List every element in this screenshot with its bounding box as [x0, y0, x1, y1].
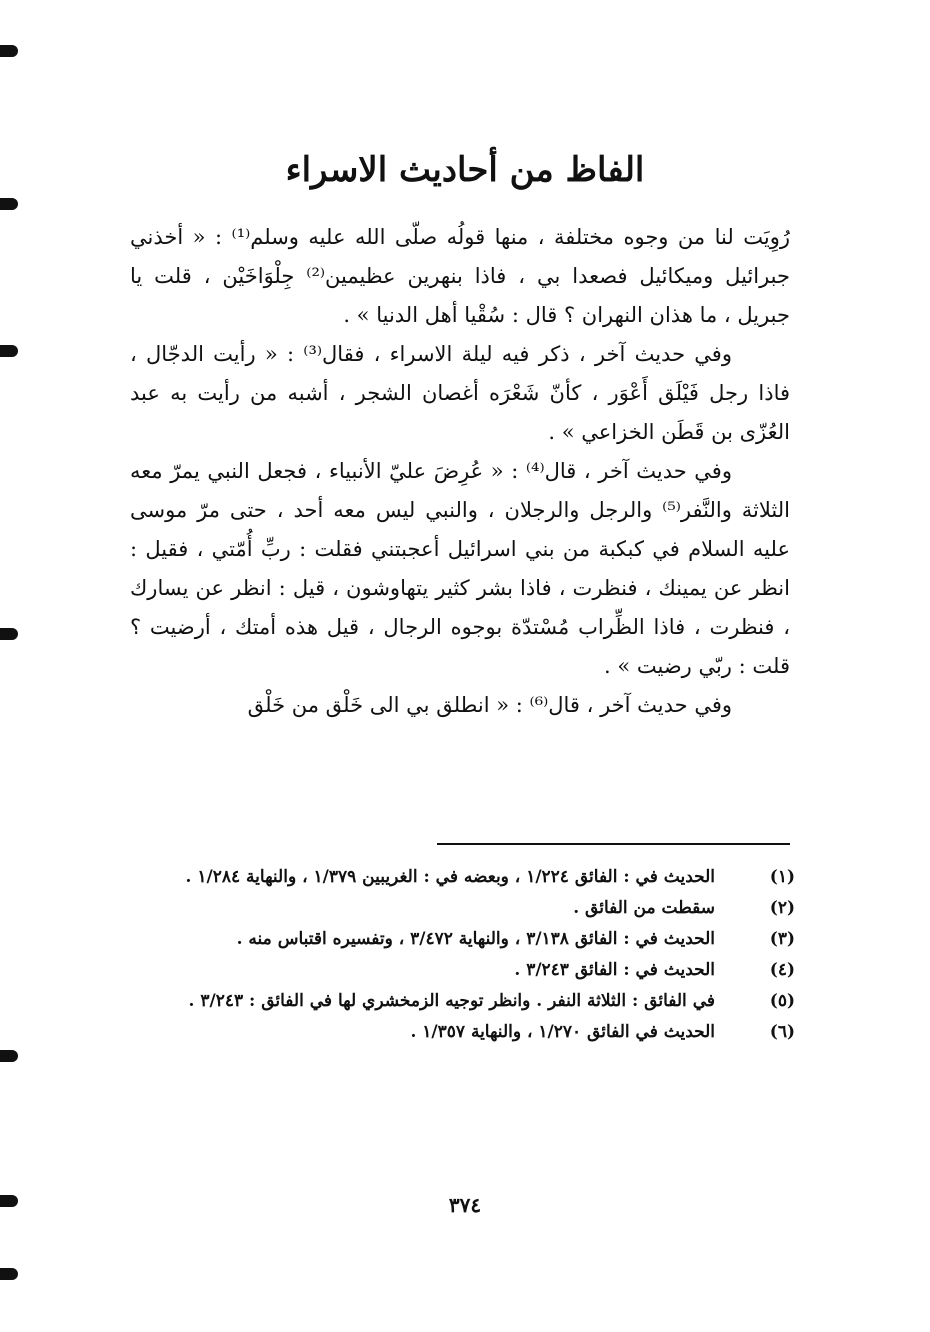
- footnote: [130, 986, 795, 1016]
- footnote-number: (٥): [769, 991, 795, 1011]
- footnote-text: الحديث في : الفائق ١/٢٢٤ ، وبعضه في : الغريبين ١/٣٧٩ ، والنهاية ١/٢٨٤ .: [185, 867, 715, 887]
- footnote-number: (٣): [769, 929, 795, 949]
- paragraph: وفي حديث آخر ، قال⁽⁶⁾ : « انطلق بي الى خَلْق من خَلْق: [247, 693, 732, 717]
- footnote-text: الحديث في : الفائق ٣/١٣٨ ، والنهاية ٣/٤٧٢ ، وتفسيره اقتباس منه .: [236, 929, 715, 949]
- footnote: [130, 1017, 795, 1047]
- paragraph: رُوِيَت لنا من وجوه مختلفة ، منها قولُه صلّى الله عليه وسلم⁽¹⁾ : « أخذني جبرائيل وميكائيل فصعدا بي ، فاذا بنهرين عظيمين⁽²⁾ جِلْوَاخَيْن ، قلت يا جبريل ، ما هذان النهران ؟ قال : سُقْيا أهل الدنيا » .: [130, 225, 790, 327]
- paragraph: وفي حديث آخر ، قال⁽⁴⁾ : « عُرِضَ عليّ الأنبياء ، فجعل النبي يمرّ معه الثلاثة والنَّفر⁽⁵⁾ والرجل والرجلان ، والنبي ليس معه أحد ، حتى مرّ موسى عليه السلام في كبكبة من بني اسرائيل أعجبتني فقلت : ربِّ أُمّتي ، فقيل : انظر عن يمينك ، فنظرت ، فاذا بشر كثير يتهاوشون ، قيل : انظر عن يسارك ، فنظرت ، فاذا الظِّراب مُسْتدّة بوجوه الرجال ، قيل هذه أمتك ، أرضيت ؟ قلت : ربّي رضيت » .: [130, 459, 790, 678]
- footnote-number: (٢): [769, 898, 795, 918]
- footnote-number: (٦): [769, 1022, 795, 1042]
- footnote-text: في الفائق : الثلاثة النفر . وانظر توجيه الزمخشري لها في الفائق : ٣/٢٤٣ .: [188, 991, 715, 1011]
- main-text: [130, 218, 790, 725]
- binding-mark: [0, 345, 18, 357]
- footnote-text: سقطت من الفائق .: [573, 898, 715, 918]
- paragraph: وفي حديث آخر ، ذكر فيه ليلة الاسراء ، فقال⁽³⁾ : « رأيت الدجّال ، فاذا رجل فَيْلَق أَعْوَر ، كأنّ شَعْرَه أغصان الشجر ، أشبه من رأيت به عبد العُزّى بن قَطَن الخزاعي » .: [130, 342, 790, 444]
- footnote: [130, 924, 795, 954]
- footnote: [130, 955, 795, 985]
- page-title: الفاظ من أحاديث الاسراء: [285, 150, 645, 190]
- page-number: ٣٧٤: [448, 1193, 482, 1217]
- binding-mark: [0, 45, 18, 57]
- footnote-text: الحديث في : الفائق ٣/٢٤٣ .: [514, 960, 715, 980]
- footnote-number: (٤): [769, 960, 795, 980]
- binding-mark: [0, 628, 18, 640]
- footnote-divider: [437, 843, 790, 845]
- binding-mark: [0, 1050, 18, 1062]
- footnotes: [130, 862, 795, 1048]
- binding-mark: [0, 198, 18, 210]
- binding-mark: [0, 1268, 18, 1280]
- footnote: [130, 893, 795, 923]
- footnote-text: الحديث في الفائق ١/٢٧٠ ، والنهاية ١/٣٥٧ .: [410, 1022, 715, 1042]
- footnote-number: (١): [769, 867, 795, 887]
- footnote: [130, 862, 795, 892]
